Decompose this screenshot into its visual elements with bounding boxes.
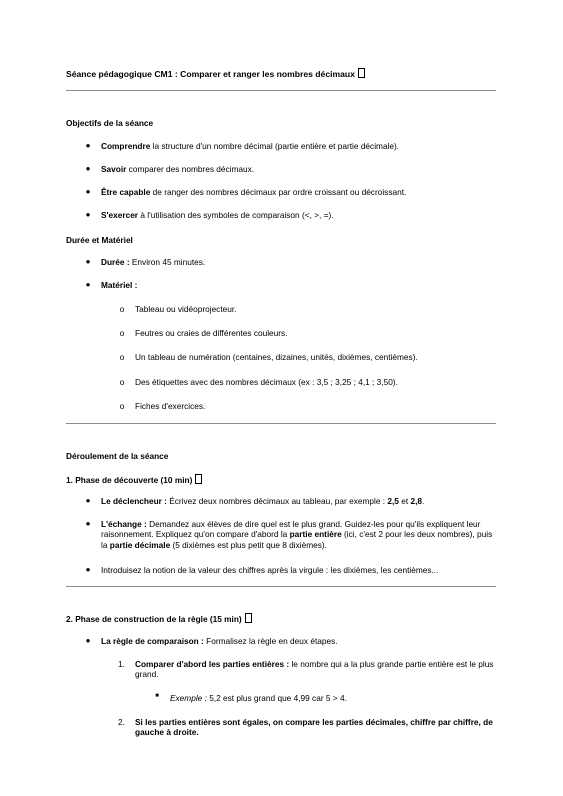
divider bbox=[66, 423, 496, 424]
section-heading-deroulement: Déroulement de la séance bbox=[66, 451, 169, 461]
list-item: Durée : Environ 45 minutes. bbox=[101, 257, 206, 267]
bullet-icon: ● bbox=[85, 519, 91, 528]
document-title: Séance pédagogique CM1 : Comparer et ranger les nombres décimaux bbox=[66, 68, 365, 80]
sub-list-item: Fiches d'exercices. bbox=[135, 401, 206, 411]
box-icon bbox=[245, 613, 252, 623]
bullet-icon: ● bbox=[85, 636, 91, 645]
section-heading-objectifs: Objectifs de la séance bbox=[66, 118, 154, 128]
list-item: Être capable de ranger des nombres décimaux par ordre croissant ou décroissant. bbox=[101, 187, 407, 197]
bullet-icon: ● bbox=[85, 496, 91, 505]
list-item: La règle de comparaison : Formalisez la règle en deux étapes. bbox=[101, 636, 338, 646]
ordered-list-item: Si les parties entières sont égales, on compare les parties décimales, chiffre par chiffre, de gauche à droite. bbox=[135, 717, 493, 738]
list-item: Le déclencheur : Écrivez deux nombres décimaux au tableau, par exemple : 2,5 et 2,8. bbox=[101, 496, 425, 506]
list-item: Savoir comparer des nombres décimaux. bbox=[101, 164, 255, 174]
box-icon bbox=[195, 474, 202, 484]
list-item: L'échange : Demandez aux élèves de dire quel est le plus grand. Guidez-les pour qu'ils expliquent leur raisonnement. Expliquez qu'on compare d'abord la partie entière (ici, c'est 2 pour les deux nombres), puis la partie décimale (5 dixièmes est plus petit que 8 dixièmes). bbox=[101, 519, 493, 550]
bullet-icon: ● bbox=[85, 141, 91, 150]
phase-heading: 2. Phase de construction de la règle (15 min) bbox=[66, 613, 252, 624]
phase-heading: 1. Phase de découverte (10 min) bbox=[66, 474, 202, 485]
sub-list-item: Un tableau de numération (centaines, dizaines, unités, dixièmes, centièmes). bbox=[135, 352, 418, 362]
bullet-icon: ● bbox=[85, 164, 91, 173]
circle-bullet-icon: o bbox=[119, 352, 125, 362]
bullet-icon: ● bbox=[85, 187, 91, 196]
circle-bullet-icon: o bbox=[119, 401, 125, 411]
list-item: Introduisez la notion de la valeur des chiffres après la virgule : les dixièmes, les centièmes... bbox=[101, 565, 439, 575]
list-item: Comprendre la structure d'un nombre décimal (partie entière et partie décimale). bbox=[101, 141, 400, 151]
circle-bullet-icon: o bbox=[119, 328, 125, 338]
section-heading-duree: Durée et Matériel bbox=[66, 235, 133, 245]
list-number: 1. bbox=[118, 659, 125, 669]
list-item: S'exercer à l'utilisation des symboles de comparaison (<, >, =). bbox=[101, 210, 334, 220]
divider bbox=[66, 90, 496, 91]
bullet-icon: ● bbox=[85, 210, 91, 219]
circle-bullet-icon: o bbox=[119, 304, 125, 314]
sub-list-item: Exemple : 5,2 est plus grand que 4,99 car 5 > 4. bbox=[170, 693, 347, 703]
sub-list-item: Tableau ou vidéoprojecteur. bbox=[135, 304, 237, 314]
divider bbox=[66, 586, 496, 587]
list-item: Matériel : bbox=[101, 280, 138, 290]
square-bullet-icon: ■ bbox=[155, 693, 159, 699]
circle-bullet-icon: o bbox=[119, 377, 125, 387]
box-icon bbox=[358, 68, 365, 78]
ordered-list-item: Comparer d'abord les parties entières : le nombre qui a la plus grande partie entière est le plus grand. bbox=[135, 659, 494, 680]
sub-list-item: Feutres ou craies de différentes couleurs. bbox=[135, 328, 288, 338]
bullet-icon: ● bbox=[85, 280, 91, 289]
list-number: 2. bbox=[118, 717, 125, 727]
bullet-icon: ● bbox=[85, 565, 91, 574]
bullet-icon: ● bbox=[85, 257, 91, 266]
sub-list-item: Des étiquettes avec des nombres décimaux (ex : 3,5 ; 3,25 ; 4,1 ; 3,50). bbox=[135, 377, 398, 387]
